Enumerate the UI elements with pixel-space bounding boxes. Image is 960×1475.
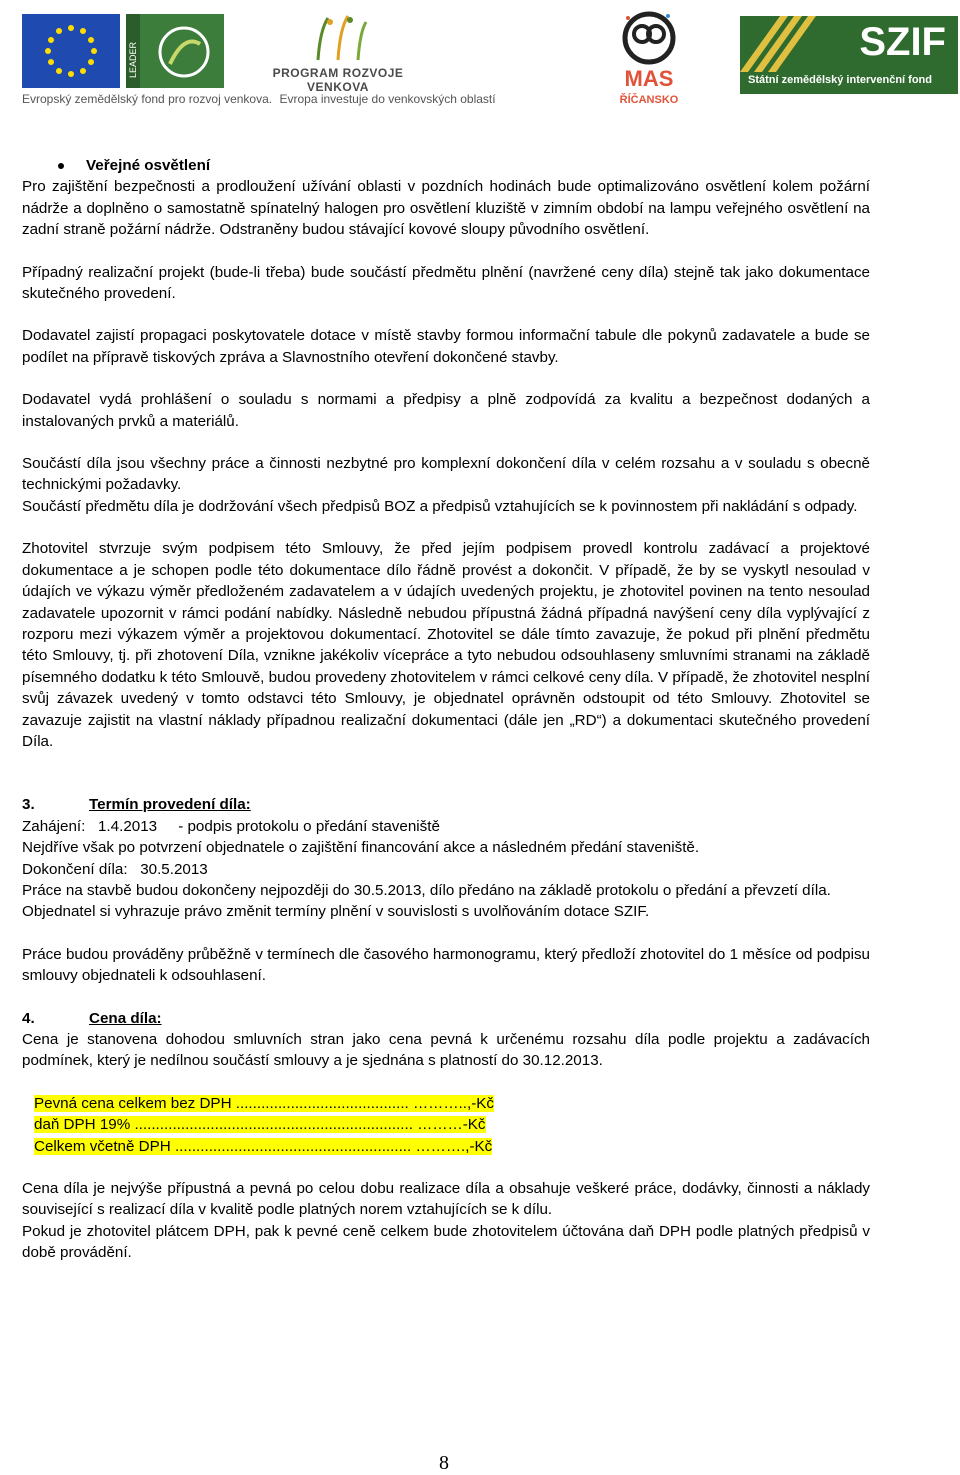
eu-caption: [22, 92, 496, 106]
schedule-harmonogram: Práce budou prováděny průběžně v termínech dle časového harmonogramu, který předloží zhotovitel do 1 měsíce od podpisu smlouvy objednateli k odsouhlasení.: [22, 945, 870, 985]
logo-header: [0, 0, 960, 110]
vat-paragraph: Pokud je zhotovitel plátcem DPH, pak k pevné ceně celkem bude zhotovitelem účtována daň DPH podle platných předpisů v době provádění.: [22, 1222, 870, 1262]
szif-logo: [740, 16, 958, 94]
schedule-note: Nejdříve však po potvrzení objednatele o zajištění financování akce a následném předání staveniště.: [22, 839, 700, 857]
price-table: [34, 1093, 870, 1157]
bullet-title: Veřejné osvětlení: [86, 157, 211, 174]
section-3-heading: [22, 794, 870, 815]
paragraph-scope: Součástí díla jsou všechny práce a činnosti nezbytné pro komplexní dokončení díla v celém rozsahu a v souladu s obecně technickými požadavky.: [22, 455, 870, 494]
price-max-paragraph: Cena díla je nejvýše přípustná a pevná po celou dobu realizace díla a obsahuje veškeré práce, dodávky, činnosti a náklady související s realizací díla v kvalitě podle platných norem vztahujících se k dílu.: [22, 1180, 870, 1219]
eu-flag-logo: [22, 14, 120, 88]
paragraph-boz: Součástí předmětu díla je dodržování všech předpisů BOZ a předpisů vztahujících se k povinnostem při nakládání s odpady.: [22, 497, 858, 515]
szif-title: SZIF: [859, 20, 946, 64]
bullet-heading: [22, 155, 870, 176]
schedule-start: Zahájení: 1.4.2013 - podpis protokolu o předání staveniště: [22, 817, 440, 835]
program-rozvoje-venkova-logo: [248, 10, 428, 94]
leader-logo: [126, 14, 224, 88]
program-label: PROGRAM ROZVOJE VENKOVA: [272, 66, 404, 94]
page-number: 8: [439, 1452, 449, 1474]
eu-caption-part2: Evropa investuje do venkovských oblastí: [279, 92, 496, 106]
mas-sub-label: ŘÍČANSKO: [619, 94, 679, 106]
bullet-paragraph: Pro zajištění bezpečnosti a prodloužení užívání oblasti v pozdních hodinách bude optimalizováno osvětlení kolem požární nádrže a doplněno o samostatně spínatelný halogen pro osvětlení kluziště v zimním období na lampu veřejného osvětlení na zadní straně požární nádrže. Odstraněny budou stávající kovové sloupy původního osvětlení.: [22, 178, 870, 239]
price-line-without-vat: Pevná cena celkem bez DPH ......................................... ………..,-Kč: [34, 1094, 494, 1112]
price-line-with-vat: Celkem včetně DPH ........................................................ ……….,-Kč: [34, 1137, 493, 1155]
paragraph-project: Případný realizační projekt (bude-li třeba) bude součástí předmětu plnění (navržené ceny díla) stejně tak jako dokumentace skutečného provedení.: [22, 263, 870, 303]
section-4-heading: [22, 1008, 870, 1029]
mas-label: MAS: [624, 66, 674, 91]
schedule-reservation: Objednatel si vyhrazuje právo změnit termíny plnění v souvislosti s uvolňováním dotace SZIF.: [22, 903, 650, 921]
leader-label: LEADER: [128, 41, 138, 78]
paragraph-contractor: Zhotovitel stvrzuje svým podpisem této Smlouvy, že před jejím podpisem provedl kontrolu zadávací a projektové dokumentace a je schopen podle této dokumentace dílo řádně provést a dokončit. V případě, že by se vyskytl nesoulad v údajích ve výkazu výměr předloženém zadavatelem a v údajích uvedených projektu, je zhotovitel povinen na tento nesoulad zadavatele upozornit v rámci podání nabídky. Následně nebudou přípustná žádná případná navýšení ceny díla vyplývající z rozporu mezi výkazem výměr a projektovou dokumentací. Zhotovitel se dále tímto zavazuje, že pokud při plnění předmětu této Smlouvy, tj. při zhotovení Díla, vznikne jakékoliv vícepráce a tyto nebudou odsouhlaseny smluvními stranami na základě písemného dodatku k této Smlouvě, budou provedeny zhotovitelem v rámci celkové ceny díla. V případě, že zhotovitel nesplní svůj závazek uvedený v tomto odstavci této Smlouvy, je objednatel oprávněn odstoupit od této Smlouvy. Zhotovitel se zavazuje zajistit na vlastní náklady případnou realizační dokumentaci (dále jen „RD“) a dokumentaci skutečného provedení Díla.: [22, 540, 870, 750]
bullet-icon: [58, 163, 64, 169]
section-title: Cena díla:: [89, 1009, 162, 1027]
section-number: 4.: [22, 1009, 35, 1027]
paragraph-propagation: Dodavatel zajistí propagaci poskytovatele dotace v místě stavby formou informační tabule dle pokynů zadavatele a bude se podílet na přípravě tiskových zpráva a Slavnostního otevření dokončené stavby.: [22, 327, 870, 366]
mas-ricansko-logo: [608, 10, 690, 108]
schedule-completion: Práce na stavbě budou dokončeny nejpozději do 30.5.2013, dílo předáno na základě protokolu o předání a převzetí díla.: [22, 881, 831, 899]
eu-caption-part1: Evropský zemědělský fond pro rozvoj venkova.: [22, 92, 273, 106]
section-number: 3.: [22, 796, 35, 814]
price-line-vat: daň DPH 19% .................................................................. ………-Kč: [34, 1116, 486, 1134]
szif-subtitle: Státní zemědělský intervenční fond: [748, 74, 932, 86]
document-body: [22, 155, 870, 1264]
price-paragraph: Cena je stanovena dohodou smluvních stran jako cena pevná k určenému rozsahu díla podle projektu a zadávacích podmínek, který je nedílnou součástí smlouvy a je sjednána s platností do 30.12.2013.: [22, 1031, 870, 1070]
paragraph-declaration: Dodavatel vydá prohlášení o souladu s normami a předpisy a plně zodpovídá za kvalitu a bezpečnost dodaných a instalovaných prvků a materiálů.: [22, 391, 870, 430]
section-title: Termín provedení díla:: [89, 796, 251, 814]
schedule-end: Dokončení díla: 30.5.2013: [22, 860, 208, 878]
